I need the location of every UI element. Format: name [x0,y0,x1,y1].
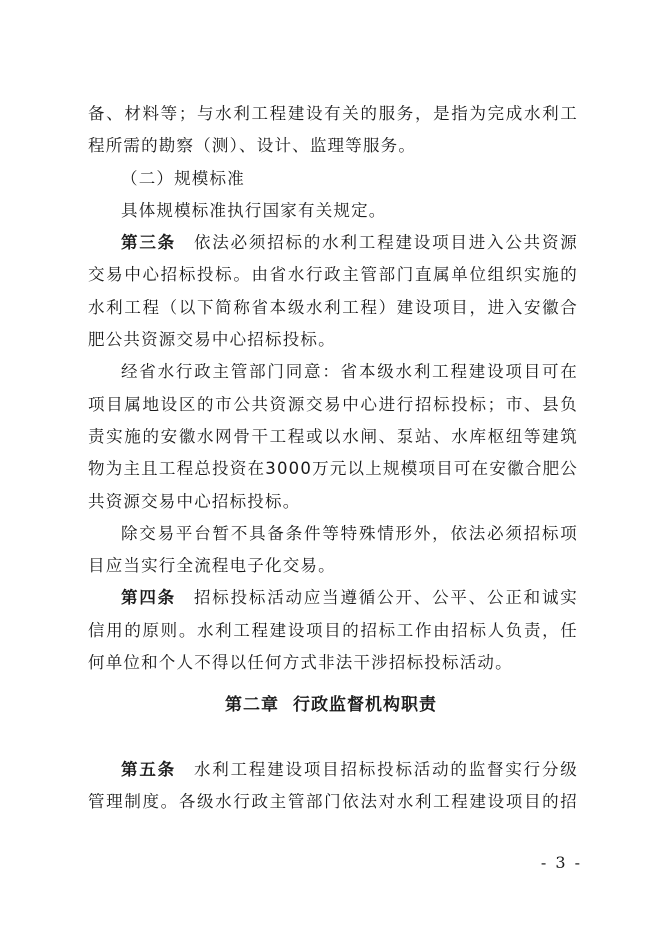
article-3-label: 第三条 [121,233,176,253]
article-5-first-line [88,754,578,786]
chapter-heading [0,690,662,715]
text-line: 何单位和个人不得以任何方式非法干涉招标投标活动。 [88,653,513,673]
text-line: 责实施的安徽水网骨干工程或以水闸、泵站、水库枢纽等建筑 [88,426,578,446]
text-line: 项目属地设区的市公共资源交易中心进行招标投标；市、县负 [88,394,578,414]
text-line: 除交易平台暂不具备条件等特殊情形外，依法必须招标项 [121,523,578,543]
text-line: 物为主且工程总投资在3000万元以上规模项目可在安徽合肥公 [88,459,578,479]
text-line: 程所需的勘察（测）、设计、监理等服务。 [88,136,417,156]
text-line: 管理制度。各级水行政主管部门依法对水利工程建设项目的招 [88,792,578,812]
article-4-first-line [88,582,578,614]
article-3-first-line [88,227,578,259]
text-line: 经省水行政主管部门同意：省本级水利工程建设项目可在 [121,362,578,382]
body-text-continued [88,754,578,819]
section-heading: （二）规模标准 [121,168,245,188]
chapter-number: 第二章 [225,695,279,715]
chapter-title: 行政监督机构职责 [293,695,437,715]
page-number: - 3 - [540,853,582,872]
text-line: 水利工程（以下简称省本级水利工程）建设项目，进入安徽合 [88,297,578,317]
article-5-label: 第五条 [121,760,176,779]
text-line: 共资源交易中心招标投标。 [88,491,301,511]
text-line: 肥公共资源交易中心招标投标。 [88,330,336,350]
article-4-label: 第四条 [121,588,176,608]
text-line: 信用的原则。水利工程建设项目的招标工作由招标人负责，任 [88,620,578,640]
text-line: 备、材料等；与水利工程建设有关的服务，是指为完成水利工 [88,104,578,123]
text-line: 依法必须招标的水利工程建设项目进入公共资源 [193,233,578,253]
text-line: 水利工程建设项目招标投标活动的监督实行分级 [193,760,578,779]
body-text [88,98,578,679]
text-line: 具体规模标准执行国家有关规定。 [121,200,387,220]
text-line: 目应当实行全流程电子化交易。 [88,556,336,576]
text-line: 招标投标活动应当遵循公开、公平、公正和诚实 [193,588,578,608]
text-line: 交易中心招标投标。由省水行政主管部门直属单位组织实施的 [88,265,578,285]
